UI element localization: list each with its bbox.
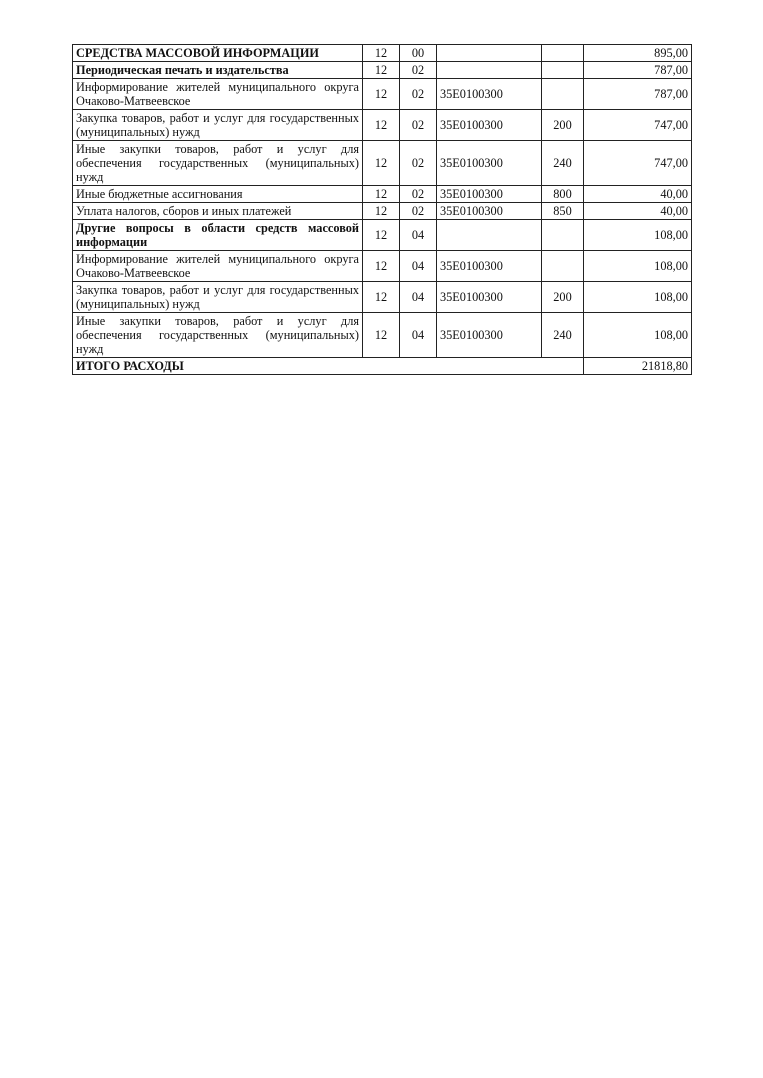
table-row bbox=[73, 282, 692, 313]
row-subsection-cell: 04 bbox=[400, 220, 437, 251]
row-amount-cell: 895,00 bbox=[584, 45, 692, 62]
row-subsection-cell: 04 bbox=[400, 313, 437, 358]
row-amount-cell: 108,00 bbox=[584, 220, 692, 251]
row-expense-type-cell: 200 bbox=[542, 282, 584, 313]
row-name-cell: Иные закупки товаров, работ и услуг для обеспечения государственных (муниципальных) нужд bbox=[73, 141, 363, 186]
table-row bbox=[73, 186, 692, 203]
row-target-article-cell: 35Е0100300 bbox=[437, 141, 542, 186]
row-target-article-cell: 35Е0100300 bbox=[437, 313, 542, 358]
row-section-cell: 12 bbox=[363, 313, 400, 358]
row-expense-type-cell: 240 bbox=[542, 313, 584, 358]
row-target-article-cell bbox=[437, 45, 542, 62]
row-expense-type-cell bbox=[542, 220, 584, 251]
total-row bbox=[73, 358, 692, 375]
row-subsection-cell: 00 bbox=[400, 45, 437, 62]
row-amount-cell: 108,00 bbox=[584, 282, 692, 313]
row-target-article-cell bbox=[437, 62, 542, 79]
row-section-cell: 12 bbox=[363, 62, 400, 79]
row-name-cell: Другие вопросы в области средств массовой информации bbox=[73, 220, 363, 251]
table-row bbox=[73, 220, 692, 251]
table-row bbox=[73, 110, 692, 141]
table-body bbox=[73, 45, 692, 375]
row-target-article-cell: 35Е0100300 bbox=[437, 79, 542, 110]
row-target-article-cell bbox=[437, 220, 542, 251]
row-amount-cell: 787,00 bbox=[584, 79, 692, 110]
row-amount-cell: 108,00 bbox=[584, 313, 692, 358]
row-subsection-cell: 02 bbox=[400, 186, 437, 203]
row-subsection-cell: 02 bbox=[400, 203, 437, 220]
row-subsection-cell: 04 bbox=[400, 282, 437, 313]
row-amount-cell: 40,00 bbox=[584, 186, 692, 203]
row-name-cell: СРЕДСТВА МАССОВОЙ ИНФОРМАЦИИ bbox=[73, 45, 363, 62]
row-subsection-cell: 04 bbox=[400, 251, 437, 282]
row-name-cell: Иные закупки товаров, работ и услуг для обеспечения государственных (муниципальных) нужд bbox=[73, 313, 363, 358]
row-section-cell: 12 bbox=[363, 203, 400, 220]
row-subsection-cell: 02 bbox=[400, 141, 437, 186]
row-subsection-cell: 02 bbox=[400, 110, 437, 141]
row-section-cell: 12 bbox=[363, 251, 400, 282]
row-expense-type-cell: 800 bbox=[542, 186, 584, 203]
row-section-cell: 12 bbox=[363, 220, 400, 251]
row-expense-type-cell bbox=[542, 62, 584, 79]
table-row bbox=[73, 141, 692, 186]
row-expense-type-cell bbox=[542, 45, 584, 62]
row-name-cell: Закупка товаров, работ и услуг для государственных (муниципальных) нужд bbox=[73, 282, 363, 313]
row-target-article-cell: 35Е0100300 bbox=[437, 282, 542, 313]
row-section-cell: 12 bbox=[363, 186, 400, 203]
table-row bbox=[73, 62, 692, 79]
row-amount-cell: 747,00 bbox=[584, 110, 692, 141]
row-expense-type-cell: 850 bbox=[542, 203, 584, 220]
row-section-cell: 12 bbox=[363, 45, 400, 62]
row-name-cell: Информирование жителей муниципального округа Очаково-Матвеевское bbox=[73, 79, 363, 110]
row-name-cell: Закупка товаров, работ и услуг для государственных (муниципальных) нужд bbox=[73, 110, 363, 141]
expenditure-table bbox=[72, 44, 692, 375]
row-target-article-cell: 35Е0100300 bbox=[437, 203, 542, 220]
row-name-cell: Периодическая печать и издательства bbox=[73, 62, 363, 79]
row-section-cell: 12 bbox=[363, 141, 400, 186]
row-subsection-cell: 02 bbox=[400, 62, 437, 79]
row-subsection-cell: 02 bbox=[400, 79, 437, 110]
row-target-article-cell: 35Е0100300 bbox=[437, 251, 542, 282]
row-name-cell: Информирование жителей муниципального округа Очаково-Матвеевское bbox=[73, 251, 363, 282]
total-amount: 21818,80 bbox=[584, 358, 692, 375]
row-section-cell: 12 bbox=[363, 79, 400, 110]
row-expense-type-cell: 200 bbox=[542, 110, 584, 141]
row-amount-cell: 108,00 bbox=[584, 251, 692, 282]
row-expense-type-cell bbox=[542, 251, 584, 282]
table-row bbox=[73, 203, 692, 220]
table-row bbox=[73, 45, 692, 62]
table-row bbox=[73, 251, 692, 282]
row-name-cell: Иные бюджетные ассигнования bbox=[73, 186, 363, 203]
row-amount-cell: 787,00 bbox=[584, 62, 692, 79]
row-target-article-cell: 35Е0100300 bbox=[437, 186, 542, 203]
row-section-cell: 12 bbox=[363, 110, 400, 141]
row-name-cell: Уплата налогов, сборов и иных платежей bbox=[73, 203, 363, 220]
table-row bbox=[73, 313, 692, 358]
row-expense-type-cell bbox=[542, 79, 584, 110]
row-amount-cell: 40,00 bbox=[584, 203, 692, 220]
total-label: ИТОГО РАСХОДЫ bbox=[73, 358, 584, 375]
row-section-cell: 12 bbox=[363, 282, 400, 313]
row-target-article-cell: 35Е0100300 bbox=[437, 110, 542, 141]
row-expense-type-cell: 240 bbox=[542, 141, 584, 186]
row-amount-cell: 747,00 bbox=[584, 141, 692, 186]
table-row bbox=[73, 79, 692, 110]
